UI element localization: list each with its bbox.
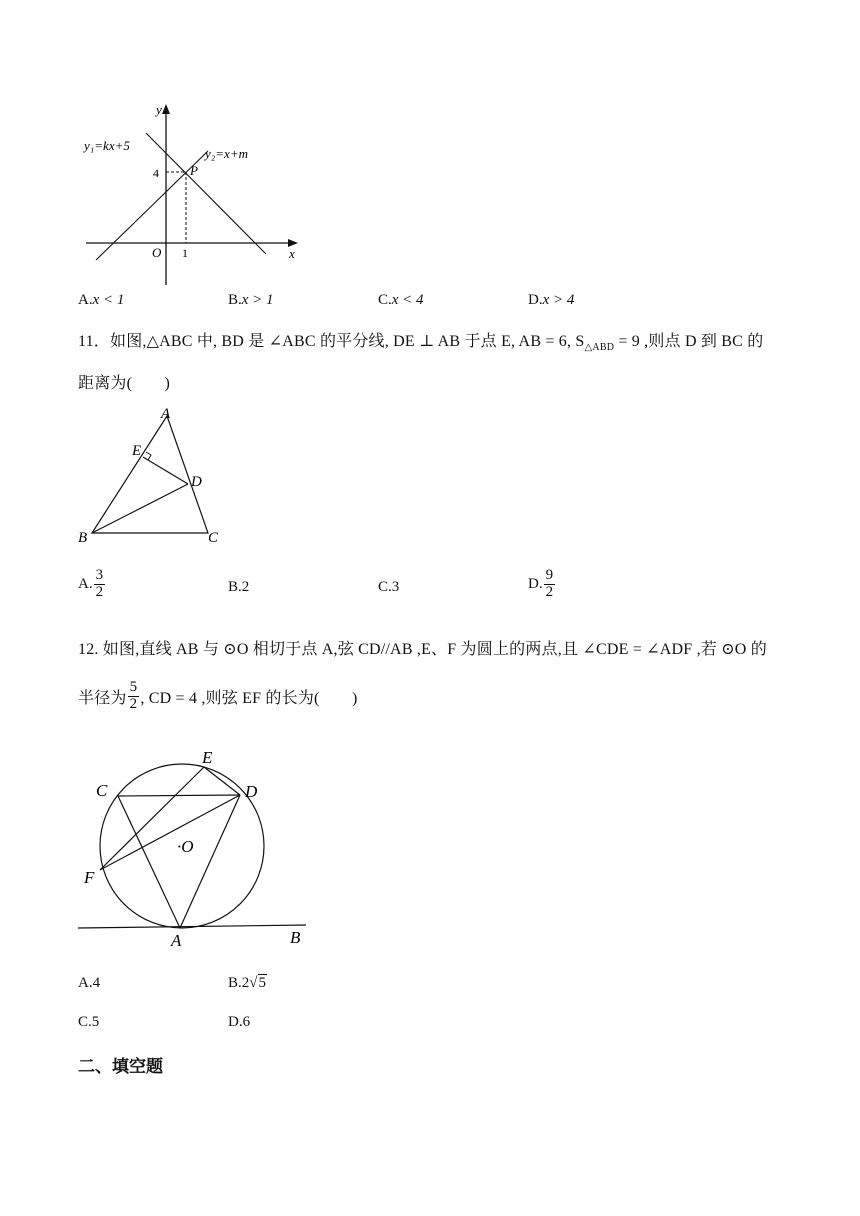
q10-line1-label: y₁=kx+5 bbox=[84, 138, 130, 153]
q11-option-a-label: A. bbox=[78, 575, 93, 592]
section-title: 二、填空题 bbox=[78, 1057, 163, 1077]
q10-option-d-value: x > 4 bbox=[542, 292, 575, 308]
q11-label-a: A bbox=[161, 406, 171, 422]
q11-subscript: △ABD bbox=[584, 342, 615, 354]
q11-option-c[interactable]: C.3 bbox=[378, 579, 400, 595]
q12-radius-denominator: 2 bbox=[129, 695, 138, 712]
q10-option-d-label: D. bbox=[528, 292, 543, 308]
q10-option-b[interactable] bbox=[228, 292, 274, 309]
q10-x-axis-label: x bbox=[289, 246, 295, 261]
q12-circle-figure bbox=[74, 740, 314, 955]
q12-option-a[interactable]: A.4 bbox=[78, 975, 101, 991]
q12-question-line2 bbox=[78, 680, 358, 713]
q11-option-d-denominator: 2 bbox=[545, 583, 554, 600]
q10-graph bbox=[78, 100, 308, 290]
q11-option-d-fraction bbox=[544, 568, 556, 601]
q10-option-b-label: B. bbox=[228, 292, 242, 308]
q11-label-c: C bbox=[208, 530, 219, 546]
q11-option-a-fraction bbox=[94, 568, 106, 601]
q11-question-line1 bbox=[78, 328, 763, 353]
q11-option-d-numerator: 9 bbox=[545, 567, 554, 583]
q11-triangle-figure bbox=[70, 402, 240, 552]
q12-label-c: C bbox=[96, 781, 108, 800]
q10-option-c[interactable] bbox=[378, 292, 424, 309]
q11-label-d: D bbox=[191, 474, 202, 490]
q10-tick-y: 4 bbox=[153, 166, 159, 180]
q10-option-c-value: x < 4 bbox=[391, 292, 424, 308]
q12-option-b[interactable] bbox=[228, 975, 267, 992]
q12-radius-numerator: 5 bbox=[129, 679, 138, 695]
q12-label-a: A bbox=[171, 931, 182, 950]
q10-line2-label: y₂=x+m bbox=[205, 146, 248, 161]
q12-option-c[interactable]: C.5 bbox=[78, 1014, 100, 1030]
q12-option-b-label: B. bbox=[228, 975, 242, 991]
q11-option-a[interactable] bbox=[78, 568, 106, 601]
q10-option-c-label: C. bbox=[378, 292, 392, 308]
q10-option-b-value: x > 1 bbox=[241, 292, 274, 308]
q12-text-2b: , CD = 4 ,则弦 EF 的长为( ) bbox=[140, 689, 358, 707]
q10-option-a[interactable] bbox=[78, 292, 124, 309]
q11-text-1: 如图,△ABC 中, BD 是 ∠ABC 的平分线, DE ⊥ AB 于点 E, AB = 6, S bbox=[110, 333, 585, 350]
q12-label-f: F bbox=[84, 868, 95, 887]
q10-option-d[interactable] bbox=[528, 292, 574, 309]
q10-option-a-label: A. bbox=[78, 292, 93, 308]
q11-label-b: B bbox=[78, 530, 88, 546]
q12-label-b: B bbox=[290, 928, 301, 947]
q12-label-d: D bbox=[245, 782, 258, 801]
q10-point-label: P bbox=[190, 163, 198, 178]
q10-tick-x: 1 bbox=[182, 246, 188, 260]
q11-option-d-label: D. bbox=[528, 575, 543, 592]
q11-option-a-denominator: 2 bbox=[95, 583, 104, 600]
q12-option-b-coefficient: 2 bbox=[241, 975, 250, 991]
sqrt-icon: √ bbox=[249, 975, 258, 991]
q11-option-b[interactable]: B.2 bbox=[228, 579, 250, 595]
q10-origin-label: O bbox=[152, 245, 162, 260]
q12-option-b-radicand: 5 bbox=[258, 975, 266, 991]
q11-question-line2: 距离为( ) bbox=[78, 375, 171, 392]
q12-label-o: ·O bbox=[177, 837, 194, 856]
q11-text-2: = 9 ,则点 D 到 BC 的 bbox=[614, 333, 764, 350]
q12-option-d[interactable]: D.6 bbox=[228, 1014, 251, 1030]
q11-option-a-numerator: 3 bbox=[95, 567, 104, 583]
q12-text-2a: 半径为 bbox=[78, 689, 127, 707]
q12-label-e: E bbox=[202, 748, 213, 767]
q12-radius-fraction bbox=[128, 680, 140, 713]
q12-question-line1: 12. 如图,直线 AB 与 ⊙O 相切于点 A,弦 CD//AB ,E、F 为圆上的两点,且 ∠CDE = ∠ADF ,若 ⊙O 的 bbox=[78, 641, 767, 658]
q10-option-a-value: x < 1 bbox=[92, 292, 125, 308]
q10-y-axis-label: y bbox=[156, 102, 162, 117]
q11-number: 11． bbox=[78, 333, 111, 350]
q11-option-d[interactable] bbox=[528, 568, 556, 601]
q11-label-e: E bbox=[132, 443, 142, 459]
